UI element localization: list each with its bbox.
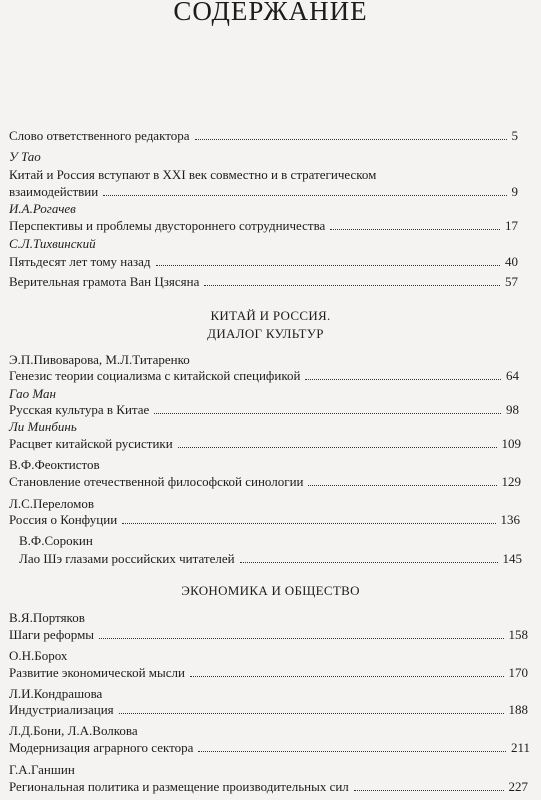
- leader-dots: [204, 285, 500, 286]
- leader-dots: [122, 523, 495, 524]
- entry-author: В.Ф.Сорокин: [19, 533, 93, 548]
- entry-title-continued: взаимодействии: [9, 184, 99, 199]
- page-number: 227: [508, 779, 528, 794]
- page-title: СОДЕРЖАНИЕ: [173, 0, 368, 26]
- entry-title: Лао Шэ глазами российских читателей: [19, 551, 235, 566]
- page-number: 17: [505, 218, 518, 233]
- leader-dots: [119, 713, 504, 714]
- page-number: 40: [505, 254, 518, 269]
- leader-dots: [308, 485, 496, 486]
- leader-dots: [154, 413, 501, 414]
- entry-title: Россия о Конфуции: [9, 512, 118, 527]
- leader-dots: [354, 790, 504, 791]
- entry-title: Индустриализация: [9, 702, 114, 717]
- page-number: 98: [506, 402, 519, 417]
- leader-dots: [198, 751, 506, 752]
- entry-title: Пятьдесят лет тому назад: [9, 254, 151, 269]
- toc-entry[interactable]: [0, 551, 541, 567]
- entry-title: Модернизация аграрного сектора: [9, 740, 194, 755]
- toc-entry[interactable]: [0, 254, 541, 270]
- entry-title: Русская культура в Китае: [9, 402, 150, 417]
- toc-entry[interactable]: [0, 368, 541, 384]
- leader-dots: [330, 229, 500, 230]
- entry-author: У Тао: [9, 149, 41, 164]
- leader-dots: [190, 676, 504, 677]
- toc-entry[interactable]: [0, 128, 541, 144]
- entry-title: Верительная грамота Ван Цзясяна: [9, 274, 200, 289]
- entry-author: Г.А.Ганшин: [9, 762, 75, 777]
- toc-entry[interactable]: [0, 474, 541, 490]
- page-number: 5: [511, 128, 518, 143]
- entry-author: Э.П.Пивоварова, М.Л.Титаренко: [9, 352, 190, 367]
- page-number: 188: [508, 702, 528, 717]
- page-number: 9: [511, 184, 518, 199]
- toc-entry[interactable]: [0, 436, 541, 452]
- entry-title: Развитие экономической мысли: [9, 665, 185, 680]
- toc-entry[interactable]: [0, 218, 541, 234]
- page-number: 145: [502, 551, 522, 566]
- entry-title: Региональная политика и размещение производительных сил: [9, 779, 349, 794]
- entry-title: Китай и Россия вступают в XXI век совместно и в стратегическом: [9, 167, 377, 182]
- entry-author: В.Я.Портяков: [9, 610, 85, 625]
- leader-dots: [99, 638, 503, 639]
- leader-dots: [103, 195, 506, 196]
- toc-entry[interactable]: [0, 274, 541, 290]
- page-number: 136: [500, 512, 520, 527]
- entry-author: Л.Д.Бони, Л.А.Волкова: [9, 723, 138, 738]
- entry-author: Ли Минбинь: [9, 419, 77, 434]
- section-heading: КИТАЙ И РОССИЯ.: [210, 308, 331, 323]
- leader-dots: [178, 447, 497, 448]
- toc-entry[interactable]: [0, 627, 541, 643]
- entry-title: Перспективы и проблемы двустороннего сотрудничества: [9, 218, 326, 233]
- entry-author: Гао Ман: [9, 386, 56, 401]
- toc-entry[interactable]: [0, 779, 541, 795]
- toc-entry[interactable]: [0, 402, 541, 418]
- page-number: 109: [501, 436, 521, 451]
- entry-author: Л.С.Переломов: [9, 496, 95, 511]
- toc-entry[interactable]: [0, 665, 541, 681]
- section-heading: ДИАЛОГ КУЛЬТУР: [207, 326, 324, 341]
- entry-author: В.Ф.Феоктистов: [9, 457, 100, 472]
- entry-author: И.А.Рогачев: [9, 201, 76, 216]
- leader-dots: [156, 265, 500, 266]
- leader-dots: [305, 379, 501, 380]
- entry-title: Становление отечественной философской синологии: [9, 474, 304, 489]
- entry-title: Расцвет китайской русистики: [9, 436, 173, 451]
- entry-author: Л.И.Кондрашова: [9, 686, 103, 701]
- toc-entry[interactable]: [0, 702, 541, 718]
- section-heading: ЭКОНОМИКА И ОБЩЕСТВО: [181, 583, 360, 598]
- page-number: 57: [505, 274, 518, 289]
- entry-author: С.Л.Тихвинский: [9, 236, 96, 251]
- leader-dots: [240, 562, 498, 563]
- toc-entry[interactable]: [0, 184, 541, 200]
- entry-title: Генезис теории социализма с китайской спецификой: [9, 368, 301, 383]
- entry-author: О.Н.Борох: [9, 648, 68, 663]
- page-number: 64: [506, 368, 519, 383]
- page-number: 158: [508, 627, 528, 642]
- toc-entry[interactable]: [0, 740, 541, 756]
- page-number: 129: [501, 474, 521, 489]
- entry-title: Слово ответственного редактора: [9, 128, 190, 143]
- page-number: 170: [508, 665, 528, 680]
- toc-entry[interactable]: [0, 512, 541, 528]
- page-number: 211: [510, 740, 530, 755]
- leader-dots: [195, 139, 507, 140]
- entry-title: Шаги реформы: [9, 627, 95, 642]
